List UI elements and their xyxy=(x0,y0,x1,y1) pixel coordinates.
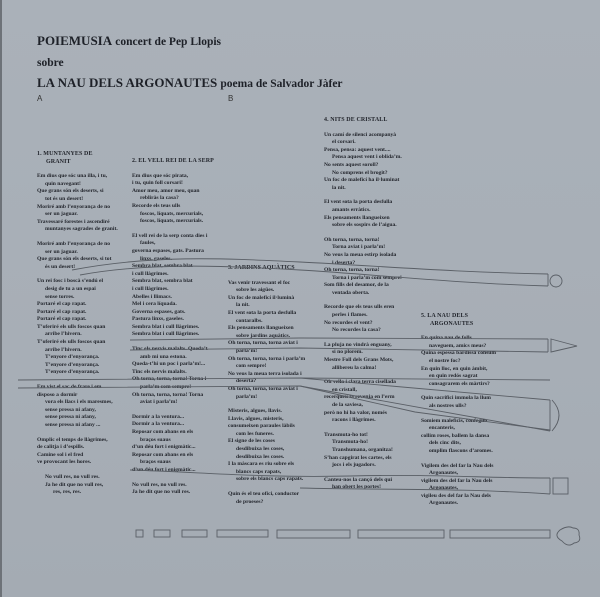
verse-line: Oh torna, torna, torna! Torna i xyxy=(132,376,207,383)
verse-line: ser un jaguar. xyxy=(45,211,78,218)
verse-line: Em vist el sac de frare i em xyxy=(37,384,102,391)
verse-line: Argonautes, xyxy=(429,485,459,492)
verse-line: Ja he dit que no vull res. xyxy=(132,489,191,496)
verse-line: parla’m com sempre! xyxy=(140,384,192,391)
verse-line: han obert les portes! xyxy=(332,484,381,491)
section-heading: 1. MUNTANYES DE xyxy=(37,151,93,157)
verse-line: Moriré amb l’enyorança de no xyxy=(37,240,111,247)
verse-line: Governa espases, gats. xyxy=(132,308,186,315)
label-b: B xyxy=(228,94,234,103)
verse-line: Dormir a la ventura... xyxy=(132,421,185,428)
verse-line: si no plorem. xyxy=(332,349,363,356)
verse-line: Pastura linxs, gaseles. xyxy=(132,316,184,323)
verse-line: I la màscara es riu sobre els xyxy=(228,461,295,468)
verse-line: En quin lloc, en quin àmbit, xyxy=(421,365,488,372)
verse-line: en cristall, xyxy=(332,386,357,393)
verse-line: linxs, gaseles. xyxy=(140,255,172,262)
title-concert: concert de Pep Llopis xyxy=(115,36,222,48)
verse-line: Camine sol i el fred xyxy=(37,451,84,458)
band-square-end xyxy=(130,470,568,494)
title-poema: poema de Salvador Jàfer xyxy=(220,78,343,90)
verse-line: Misteris, algues, llavis. xyxy=(228,408,282,415)
verse-line: de la saviesa, xyxy=(332,402,363,408)
section-heading: 2. EL VELL REI DE LA SERP xyxy=(132,158,214,164)
verse-line: No comprens el brogit? xyxy=(332,169,388,176)
verse-line: rebliràs la casa? xyxy=(140,195,179,202)
verse-line: ventada oberta. xyxy=(332,289,370,296)
verse-line: Oh torna, torna, torna aviat i xyxy=(228,385,298,392)
section-heading: 5. LA NAU DELS xyxy=(421,313,469,319)
verse-line: Un rei fosc i boscà s’endú el xyxy=(37,278,104,285)
verse-line: la nit. xyxy=(332,184,346,191)
verse-line: Amor meu, amor meu, quan xyxy=(132,187,200,194)
verse-line: racons i llàgrimes. xyxy=(332,417,376,424)
verse-line: El vell rei de la serp conta dies i xyxy=(132,232,208,239)
verse-line: Som fills del desamor, de la xyxy=(324,282,389,289)
verse-line: encanteris, xyxy=(429,425,455,432)
verse-line: el nostre foc? xyxy=(429,357,461,364)
verse-line: Ja he dit que no vull res, xyxy=(45,481,104,488)
verse-line: Portaré el cap rapat. xyxy=(37,301,87,308)
verse-line: naveguem, amics meus? xyxy=(429,342,487,349)
section-heading: ARGONAUTES xyxy=(430,320,474,327)
verse-line: Portaré el cap rapat. xyxy=(37,316,87,323)
semicircle-icon xyxy=(552,400,559,431)
verse-line: braços suaus xyxy=(140,436,171,443)
verse-line: Em dius que sóc una illa, i tu, xyxy=(37,173,108,180)
verse-line: Quina espessa bardissa consum xyxy=(421,350,497,357)
verse-line: Sembra blat i cull llàgrimes. xyxy=(132,323,200,330)
verse-line: el corsari. xyxy=(332,139,356,146)
verse-line: Oh vella i clara terra cisellada xyxy=(324,379,396,386)
verse-line: omplim flascons d’aromes. xyxy=(429,447,493,454)
verse-line: governa espases, gats. Pastura xyxy=(132,247,204,254)
verse-line: Reposar com abans en els xyxy=(132,451,194,458)
verse-line: consumeixen paraules làbils xyxy=(228,423,295,430)
verse-line: amants erràtics. xyxy=(332,206,371,213)
verse-line: No recordes el vent? xyxy=(324,319,373,326)
circle-icon xyxy=(550,275,562,287)
title-sobre: sobre xyxy=(37,57,64,69)
verse-line: desig de tu a un espai xyxy=(45,285,96,292)
verse-line: és un desert! xyxy=(45,263,76,270)
verse-line: Transmuta-ho tot! xyxy=(324,431,368,438)
verse-line: disposo a dormir xyxy=(37,391,78,398)
verse-line: arribe l’hivern. xyxy=(45,331,82,338)
verse-line: com les funeres. xyxy=(236,430,274,437)
band-semicircle-end xyxy=(18,378,559,431)
verse-line: foscos, líquats, mercurials. xyxy=(140,218,204,225)
verse-line: No recordes la casa? xyxy=(332,327,381,334)
verse-line: No sents aquest soroll? xyxy=(324,161,379,168)
square-icon xyxy=(553,478,568,494)
section-heading: 3. JARDINS AQUÀTICS xyxy=(228,265,295,271)
verse-line: T’oferiré els ulls foscos quan xyxy=(37,323,106,330)
verse-line: d’un déu fort i enigmàtic... xyxy=(132,466,196,473)
verse-line: Un camí de silenci acompanyà xyxy=(324,131,397,138)
title-poiemusia: POIEMUSIA xyxy=(37,33,113,48)
verse-line: No vull res, no vull res. xyxy=(45,473,100,480)
verse-line: Recorde els teus ulls xyxy=(132,202,181,209)
verse-line: braços suaus xyxy=(140,459,171,466)
verse-line: contaralbs. xyxy=(236,317,263,324)
verse-line: consagrarem els màrtirs? xyxy=(429,380,490,387)
verse-line: T’enyore d’enyorança. xyxy=(45,361,100,368)
verse-line: recerqueu la revenja en l’erm xyxy=(324,394,395,401)
verse-line: Tinc els nervis malalts. xyxy=(132,368,187,375)
verse-line: i tu, quin foll corsari! xyxy=(132,180,183,187)
verse-line: Recorde que els teus ulls eren xyxy=(324,304,395,311)
verse-line: No veus la meua terra isolada i xyxy=(228,370,302,377)
verse-line: El vent sota la porta desfulla xyxy=(324,199,393,206)
verse-line: aviat i parla’m! xyxy=(140,399,178,406)
verse-line: T’enyore d’enyorança. xyxy=(45,354,100,361)
verse-line: quin navegant! xyxy=(45,180,81,187)
verse-line: la nit. xyxy=(236,302,250,309)
verse-line: foscos, líquats, mercurials, xyxy=(140,210,204,217)
verse-line: Sembra blat i cull llàgrimes. xyxy=(132,331,200,338)
verse-line: Mel i cera líquada. xyxy=(132,301,177,308)
verse-line: Oh torna, torna, torna aviat i xyxy=(228,340,298,347)
verse-line: d’un déu fort i enigmàtic... xyxy=(132,444,196,451)
verse-line: sense pressa ni afany, xyxy=(45,414,96,421)
verse-line: Que grans són els deserts, si xyxy=(37,188,104,195)
verse-line: Pensa, pensa: aquest vent.... xyxy=(324,146,391,153)
verse-line: res, res, res. xyxy=(53,489,82,496)
verse-line: però no hi ha valor, només xyxy=(324,409,387,416)
verse-line: S’han capgirat les cartes, els xyxy=(324,454,392,461)
verse-line: No vull res, no vull res. xyxy=(132,481,187,488)
verse-line: Queda-t’hi un poc i parla’m!... xyxy=(132,361,206,368)
verse-line: ve provocant les hores. xyxy=(37,459,92,466)
verse-line: sense pressa ni afany, xyxy=(45,406,96,413)
verse-line: Oh torna, torna, torna! Torna xyxy=(132,391,204,398)
verse-line: muntanyes sagrades de granit. xyxy=(45,226,118,233)
verse-line: Oh torna, torna, torna! xyxy=(324,267,380,274)
band-arrow-end xyxy=(130,338,577,352)
verse-line: perles i flames. xyxy=(332,312,368,319)
verse-line: arribe l’hivern. xyxy=(45,346,82,353)
verse-line: Llavis, algues, misteris, xyxy=(228,415,284,422)
verse-line: allibereu la calma! xyxy=(332,364,377,371)
verse-line: El vent sota la porta desfulla xyxy=(228,309,297,316)
verse-line: Reposar com abans en els xyxy=(132,429,194,435)
verse-line: i cull llàgrimes. xyxy=(132,270,169,277)
verse-line: Quin és el teu ofici, conductor xyxy=(228,491,300,498)
verse-line: sobre els blancs caps rapats. xyxy=(236,476,304,483)
verse-line: parla’m! xyxy=(236,393,258,400)
verse-line: Tinc els nervis malalts. Queda’t xyxy=(132,346,208,353)
verse-line: Sembra blat, sembra blat xyxy=(132,278,193,285)
label-a: A xyxy=(37,94,43,103)
verse-line: sobre les aigües. xyxy=(236,287,275,294)
verse-line: jocs i els jugadors. xyxy=(332,462,376,469)
verse-line: en quin redós sagrat xyxy=(429,373,478,380)
bottom-boxes-row xyxy=(136,527,580,545)
verse-line: Oh torna, torna, torna! xyxy=(324,236,380,243)
verse-line: Transmuta-ho! xyxy=(332,439,368,446)
verse-line: Que grans són els deserts, si tot xyxy=(37,256,112,263)
verse-line: Torna i parla’m com sempre! xyxy=(332,274,402,281)
verse-line: Quin sacrifici immola la llum xyxy=(421,395,491,402)
verse-line: ser un jaguar. xyxy=(45,248,78,255)
verse-line: sobre els sospirs de l’aigua. xyxy=(332,222,397,229)
verse-line: dels cinc dits, xyxy=(429,440,461,447)
verse-line: de calitja i d’espills. xyxy=(37,444,85,451)
verse-line: tot és un desert! xyxy=(45,195,84,202)
verse-line: vigileu des del far la Nau dels xyxy=(421,492,491,499)
verse-line: amb mi una estona. xyxy=(140,353,187,360)
verse-line: Argonautes, xyxy=(429,470,459,477)
verse-line: faules, xyxy=(140,240,156,247)
verse-line: Oh torna, torna, torna i parla’m xyxy=(228,355,306,362)
section-heading: GRANIT xyxy=(46,158,71,165)
band-circle-end xyxy=(72,259,562,287)
verse-line: Sembra blat, sembra blat xyxy=(132,263,193,270)
verse-line: vora els llacs i els maresmes, xyxy=(45,399,113,406)
verse-line: La pluja no vindrà enguany, xyxy=(324,341,392,348)
verse-line: El signe de les coses xyxy=(228,438,275,445)
verse-line: desdibuixa les coses. xyxy=(236,453,285,460)
verse-line: No veus la meua estirp isolada xyxy=(324,251,397,258)
verse-line: Somiem maleficis, confegim xyxy=(421,417,488,424)
verse-line: Travessaré forestes i ascendiré xyxy=(37,218,110,225)
verse-line: Transhumana, organitza! xyxy=(332,446,393,453)
verse-line: collim roses, ballem la dansa xyxy=(421,432,490,439)
verse-line: Vas venir travessant el foc xyxy=(228,279,291,286)
verse-line: deserta? xyxy=(236,378,257,385)
verse-line: de proeses? xyxy=(236,498,264,505)
verse-line: Moriré amb l’enyorança de no xyxy=(37,203,111,210)
verse-line: Abelles i llimacs. xyxy=(132,293,172,300)
verse-line: T’oferiré els ulls foscos quan xyxy=(37,339,106,346)
verse-line: Argonautes. xyxy=(429,500,459,507)
verse-line: Dormir a la ventura... xyxy=(132,413,185,420)
verse-line: Canteu-nos la cançó dels qui xyxy=(324,476,393,483)
verse-line: als nostres ulls? xyxy=(429,402,467,409)
verse-line: En quina nau de folls xyxy=(421,335,472,342)
section-heading: 4. NITS DE CRISTALL xyxy=(324,117,388,123)
verse-line: Pensa aquest vent i oblida’m. xyxy=(332,154,402,161)
verse-line: com sempre! xyxy=(236,363,267,370)
verse-line: Els pensaments llangueixen xyxy=(228,325,294,332)
verse-line: Vigilem des del far la Nau dels xyxy=(421,462,494,469)
verse-line: i cull llàgrimes. xyxy=(132,285,169,292)
verse-line: T’enyore d’enyorança. xyxy=(45,369,100,376)
verse-line: Em dius que sóc pirata, xyxy=(132,172,189,179)
cloud-shape-icon xyxy=(557,527,580,545)
verse-line: vigilem des del far la Nau dels xyxy=(421,477,493,484)
verse-line: sense torres. xyxy=(45,293,75,300)
arrow-icon xyxy=(551,339,577,352)
verse-line: Omplic el temps de llàgrimes, xyxy=(37,436,108,443)
verse-line: Un foc de maleficí ha il·luminat xyxy=(324,177,400,184)
verse-line: sense pressa ni afany ... xyxy=(45,422,101,428)
verse-line: i deserta? xyxy=(332,259,356,266)
verse-line: Portaré el cap rapat. xyxy=(37,308,87,315)
verse-line: Un foc de maleficí il·luminà xyxy=(228,294,295,301)
verse-line: Mestre Foll dels Grans Mots, xyxy=(324,357,394,364)
verse-line: sobre jardins aquàtics. xyxy=(236,332,291,339)
verse-line: desdibuixa les coses, xyxy=(236,446,285,453)
verse-line: Torna aviat i parla’m! xyxy=(332,244,386,251)
verse-line: parla’m! xyxy=(236,347,258,354)
title-nau: LA NAU DELS ARGONAUTES xyxy=(37,75,218,90)
verse-line: Els pensaments llangueixen xyxy=(324,214,390,221)
verse-line: blancs caps rapats, xyxy=(236,468,282,475)
